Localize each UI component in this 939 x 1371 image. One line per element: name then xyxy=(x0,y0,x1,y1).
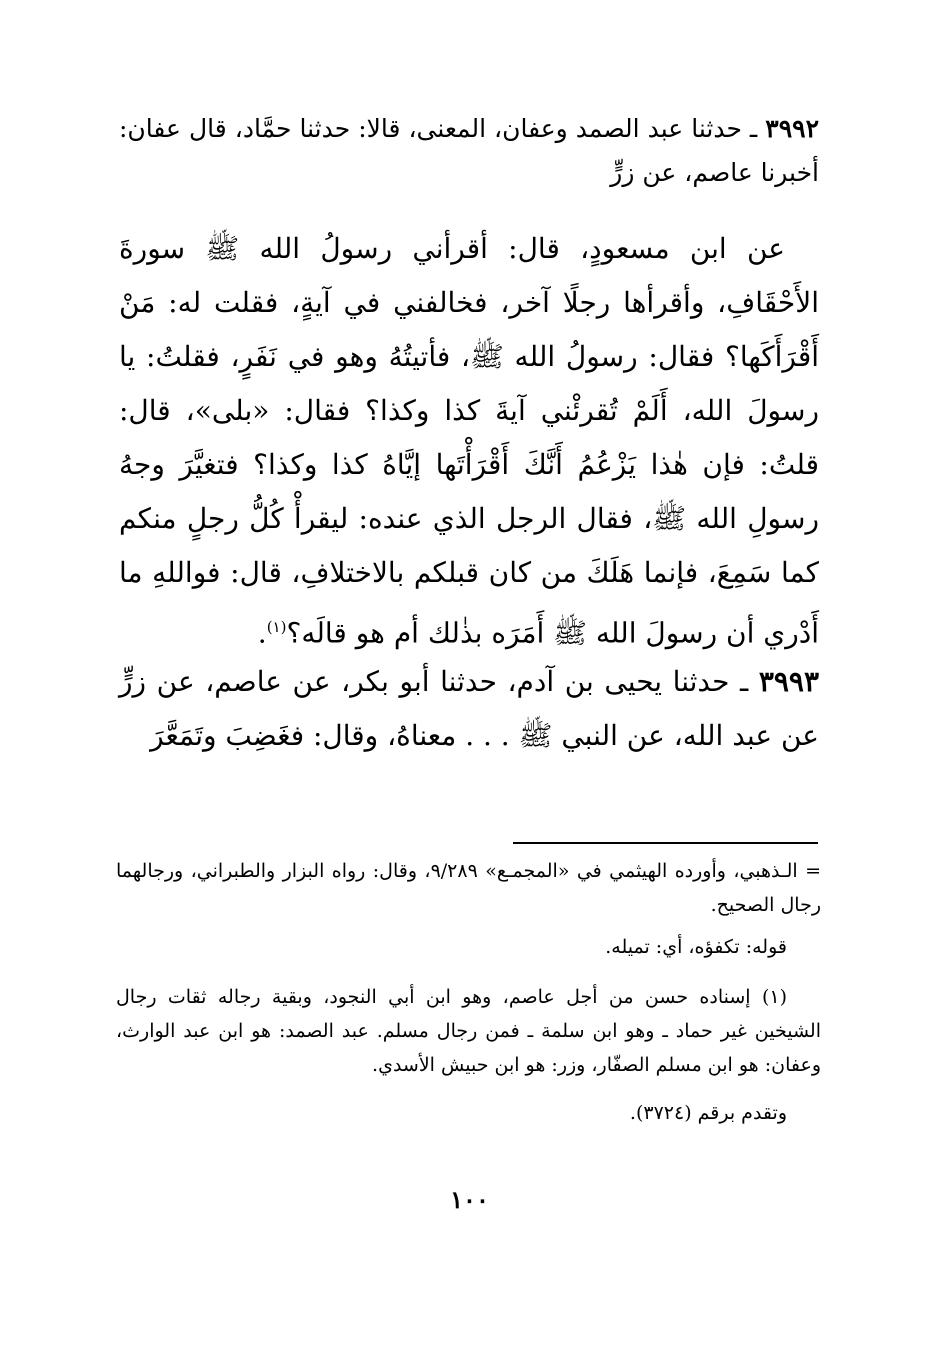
hadith-3993: ٣٩٩٣ ـ حدثنا يحيى بن آدم، حدثنا أبو بكر، عن عاصم، عن زرٍّ عن عبد الله، عن النبي ﷺ . . . معناهُ، وقال: فغَضِبَ وتَمَعَّرَ xyxy=(119,665,819,752)
footnote-gloss: قوله: تكفؤه، أي: تميله. xyxy=(605,936,787,958)
page-number: ١٠٠ xyxy=(450,1185,489,1214)
hadith-3992-isnad: ٣٩٩٢ ـ حدثنا عبد الصمد وعفان، المعنى، قالا: حدثنا حمَّاد، قال عفان: أخبرنا عاصم، عن زرٍّ xyxy=(119,114,819,187)
footnote-marker: (١) xyxy=(266,618,287,636)
matn-text: عن عبد الله، عن النبي ﷺ . . . معناهُ، وقال: فغَضِبَ وتَمَعَّرَ xyxy=(150,719,819,752)
hadith-number: ٣٩٩٣ xyxy=(758,665,819,698)
hadith-number: ٣٩٩٢ xyxy=(765,114,819,143)
matn-end: . xyxy=(257,616,267,650)
footnote-continuation: = الـذهبي، وأورده الهيثمي في «المجمـع» ٩/٢٨٩، وقال: رواه البزار والطبراني، ورجالهما رجال الصحيح. xyxy=(116,860,821,916)
hadith-3992-matn xyxy=(119,222,819,660)
matn-text: عن ابن مسعودٍ، قال: أقرأني رسولُ الله ﷺ سورةَ الأَحْقَافِ، وأقرأها رجلًا آخر، فخالفني في آيةٍ، فقلت له: مَنْ أَقْرَأَكَها؟ فقال: رسولُ الله ﷺ، فأتيتُهُ وهو في نَفَرٍ، فقلتُ: يا رسولَ الله، أَلَمْ تُقرئْني آيةَ كذا وكذا؟ فقال: «بلى»، قال: قلتُ: فإن هٰذا يَزْعُمُ أَنَّكَ أَقْرَأْتَها إيَّاهُ كذا وكذا؟ فتغيَّرَ وجهُ رسولِ الله ﷺ، فقال الرجل الذي عنده: ليقرأْ كُلُّ رجلٍ منكم كما سَمِعَ، فإنما هَلَكَ من كان قبلكم بالاختلافِ، قال: فواللهِ ما أَدْري أن رسولَ الله ﷺ أَمَرَه بذٰلك أم هو قالَه؟ xyxy=(119,232,819,650)
isnad-text: حدثنا عبد الصمد وعفان، المعنى، قالا: حدثنا حمَّاد، قال عفان: أخبرنا عاصم، عن زرٍّ xyxy=(119,114,819,187)
isnad-text: حدثنا يحيى بن آدم، حدثنا أبو بكر، عن عاصم، عن زرٍّ xyxy=(119,665,730,698)
footnote-cross-reference: وتقدم برقم (٣٧٢٤). xyxy=(629,1102,787,1124)
footnote-1: (١) إسناده حسن من أجل عاصم، وهو ابن أبي النجود، وبقية رجاله ثقات رجال الشيخين غير حماد ـ وهو ابن سلمة ـ فمن رجال مسلم. عبد الصمد: هو ابن عبد الوارث، وعفان: هو ابن مسلم الصفّار، وزر: هو ابن حبيش الأسدي. xyxy=(116,986,821,1076)
footnote-separator xyxy=(513,842,818,844)
